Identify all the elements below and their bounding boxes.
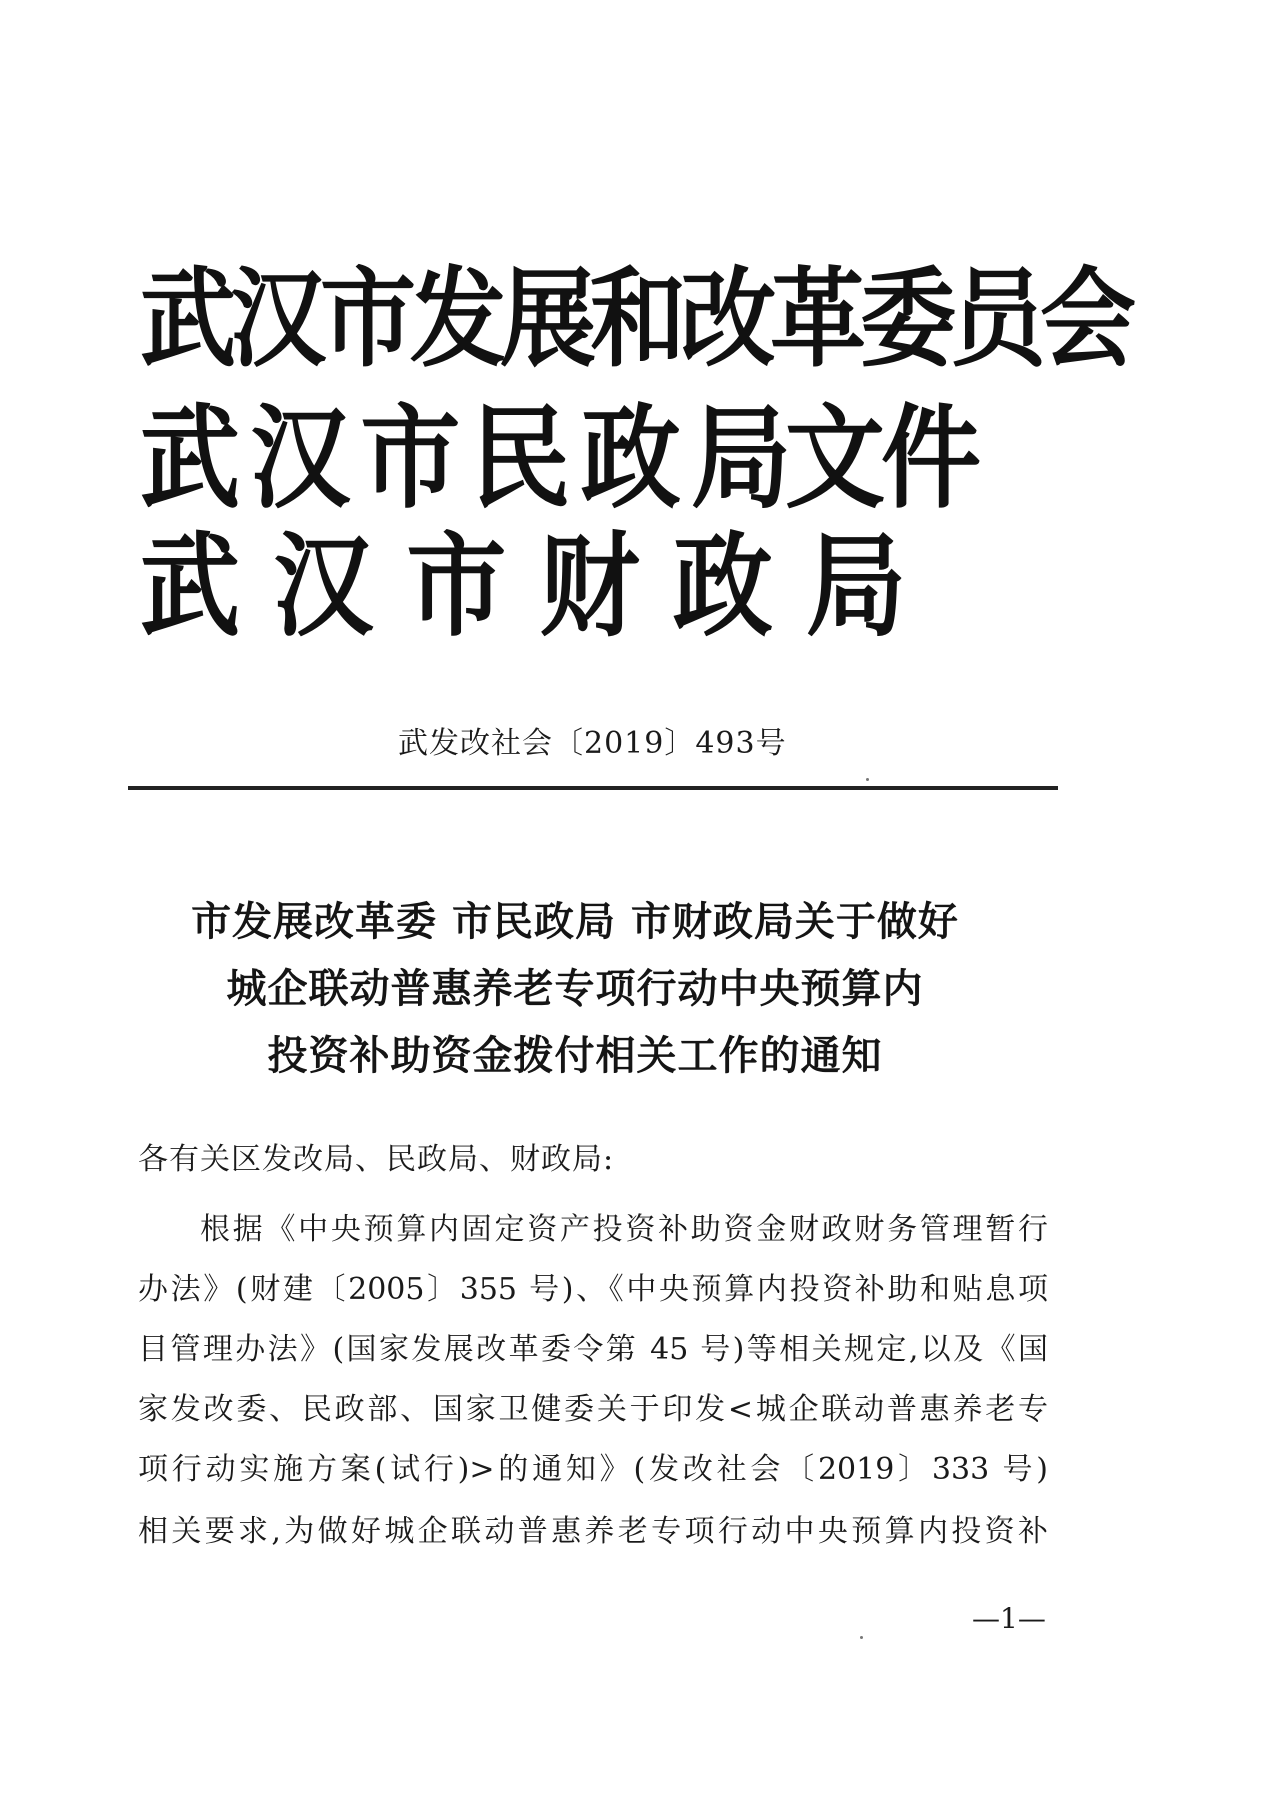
body-line: 项行动实施方案(试行)>的通知》(发改社会〔2019〕333 号) xyxy=(138,1452,1048,1487)
title-line-2: 城企联动普惠养老专项行动中央预算内 xyxy=(226,966,924,1012)
issuer-char: 局 xyxy=(690,392,785,524)
body-line: 家发改委、民政部、国家卫健委关于印发<城企联动普惠养老专 xyxy=(138,1392,1048,1427)
issuer-char: 武 xyxy=(140,392,234,524)
issuer-line-1 xyxy=(140,234,1130,387)
body-line: 办法》(财建〔2005〕355 号)、《中央预算内投资补助和贴息项 xyxy=(138,1272,1048,1307)
issuer-line-3-chars xyxy=(140,496,900,657)
issuer-char: 武 xyxy=(140,520,234,652)
issuer-char: 市 xyxy=(406,520,501,652)
document-type-label: 文件 xyxy=(785,392,977,524)
body-line: 根据《中央预算内固定资产投资补助资金财政财务管理暂行 xyxy=(200,1212,1048,1247)
scan-speck xyxy=(866,778,869,781)
issuer-char: 汉 xyxy=(273,520,368,652)
issuer-char: 政 xyxy=(672,520,767,652)
document-number: 武发改社会〔2019〕493号 xyxy=(398,726,787,761)
title-line-3: 投资补助资金拨付相关工作的通知 xyxy=(267,1033,883,1079)
issuer-char: 政 xyxy=(580,392,675,524)
issuer-char: 市 xyxy=(360,392,455,524)
issuer-char: 民 xyxy=(470,392,565,524)
body-line: 目管理办法》(国家发展改革委令第 45 号)等相关规定,以及《国 xyxy=(138,1332,1048,1367)
issuer-char: 局 xyxy=(805,520,900,652)
salutation: 各有关区发改局、民政局、财政局: xyxy=(138,1142,615,1177)
issuer-char: 汉 xyxy=(250,392,345,524)
header-divider xyxy=(128,786,1058,790)
issuer-line-1-text: 武汉市发展和改革委员会 xyxy=(140,256,1130,382)
title-line-1: 市发展改革委 市民政局 市财政局关于做好 xyxy=(191,899,959,945)
body-line: 相关要求,为做好城企联动普惠养老专项行动中央预算内投资补 xyxy=(138,1514,1048,1549)
scan-speck xyxy=(860,1636,863,1639)
issuer-char: 财 xyxy=(539,520,634,652)
page-number: —1— xyxy=(972,1602,1046,1635)
issuer-line-3 xyxy=(140,496,900,657)
